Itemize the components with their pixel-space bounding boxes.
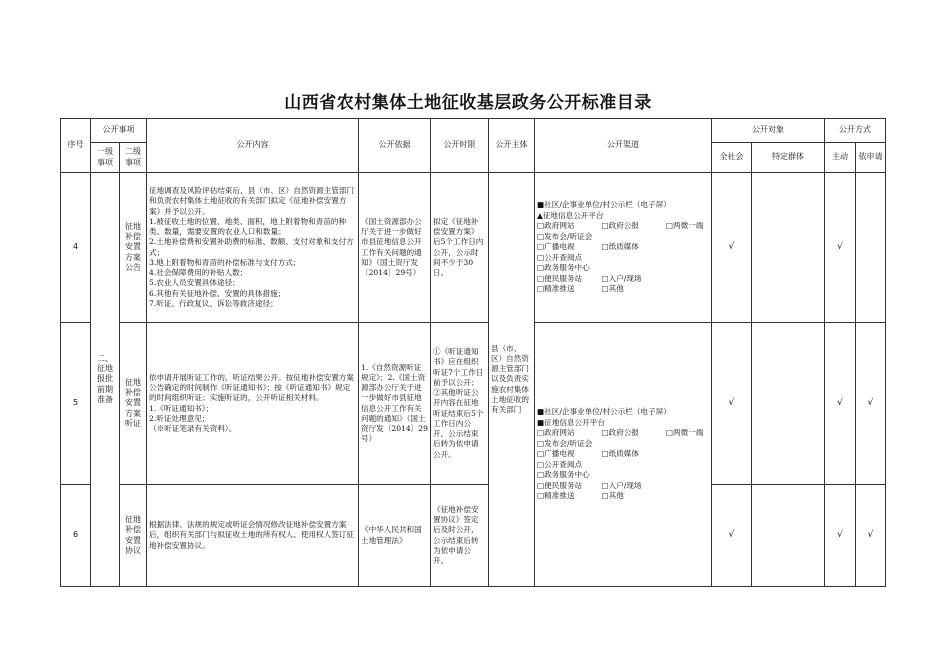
channel-line	[537, 491, 709, 501]
level1-cell: 二、征地报批前期准备	[91, 173, 120, 587]
channel-line	[537, 200, 709, 210]
content-cell	[147, 485, 359, 587]
target-specific-mark	[752, 485, 825, 587]
channel-option: □纸质媒体	[601, 242, 639, 252]
channel-option: □公开查阅点	[537, 252, 583, 262]
channel-option: □纸质媒体	[601, 449, 639, 459]
channel-line	[537, 481, 709, 491]
channel-cell	[535, 173, 712, 323]
content-cell	[147, 173, 359, 323]
content-line: 5.农业人员安置具体途径；	[149, 278, 240, 288]
channel-option: □便民服务站	[537, 480, 583, 490]
row-seq: 4	[61, 173, 91, 323]
channel-option: □便民服务站	[537, 273, 583, 283]
basis-cell: 《中华人民共和国土地管理法》	[359, 485, 431, 587]
subject-cell: 县（市、区）自然资源主管部门以及负责实施农村集体土地征收的有关部门	[489, 173, 535, 587]
header-mode-active: 主动	[825, 143, 856, 173]
header-seq: 序号	[61, 119, 91, 173]
header-target-all: 全社会	[712, 143, 752, 173]
channel-option: □广播电视	[537, 242, 575, 252]
channel-line	[537, 428, 709, 438]
mode-request-mark: √	[856, 485, 886, 587]
channel-option: □政府网站	[537, 221, 575, 231]
target-all-mark: √	[712, 173, 752, 323]
limit-cell: 《征地补偿安置协议》签定后及时公开，公示结束后转为依申请公开。	[431, 485, 489, 587]
target-all-mark: √	[712, 485, 752, 587]
channel-line	[537, 470, 709, 480]
channel-line	[537, 253, 709, 263]
content-line: 征地调查及风险评估结束后，县（市、区）自然资源主管部门和负责农村集体土地征收的有关部门拟定《征地补偿安置方案》并予以公开。	[149, 186, 355, 216]
table-row	[61, 323, 886, 485]
channel-option: □政府公报	[601, 428, 639, 438]
header-subject: 公开主体	[489, 119, 535, 173]
channel-option: □公开查阅点	[537, 459, 583, 469]
mode-request-mark	[856, 173, 886, 323]
channel-option: □入户/现场	[601, 273, 642, 283]
mode-active-mark: √	[825, 323, 856, 485]
channel-line	[537, 449, 709, 459]
limit-cell: 拟定《征地补偿安置方案》后5个工作日内公开，公示时间不少于30日。	[431, 173, 489, 323]
header-level1: 一级事项	[91, 143, 120, 173]
channel-option: ■社区/企事业单位/村公示栏（电子屏）	[537, 407, 671, 417]
page-title: 山西省农村集体土地征收基层政务公开标准目录	[284, 93, 652, 113]
channel-line	[537, 211, 709, 221]
basis-cell: 《国土资源部办公厅关于进一步做好市县征地信息公开工作有关问题的通知》（国土资厅发〔2014〕29号）	[359, 173, 431, 323]
channel-line	[537, 274, 709, 284]
header-content: 公开内容	[147, 119, 359, 173]
target-specific-mark	[752, 323, 825, 485]
channel-option: ▲征地信息公开平台	[537, 210, 604, 220]
table-row	[61, 173, 886, 323]
content-line: 依申请开展听证工作的，听证结果公开。按征地补偿安置方案公告确定的时间制作《听证通知书》；按《听证通知书》规定的时间组织听证；实施听证的，公开听证相关材料。	[149, 372, 355, 403]
channel-option: □政府网站	[537, 428, 575, 438]
channel-cell	[535, 323, 712, 587]
channel-option: □入户/现场	[601, 480, 642, 490]
header-limit: 公开时限	[431, 119, 489, 173]
channel-line	[537, 407, 709, 417]
limit-cell: ①《听证通知书》应在组织听证7个工作日前予以公开；②其他听证公开内容在征地听证结束后5个工作日内公开，公示结束后转为依申请公开。	[431, 323, 489, 485]
channel-option: □政府公报	[601, 221, 639, 231]
channel-line	[537, 460, 709, 470]
channel-line	[537, 232, 709, 242]
channel-option: ■征地信息公开平台	[537, 417, 605, 427]
disclosure-table	[60, 118, 886, 587]
content-line: 2.土地补偿费和安置补助费的标准、数额、支付对象和支付方式；	[149, 237, 354, 257]
mode-request-mark: √	[856, 323, 886, 485]
header-level2: 二级事项	[120, 143, 147, 173]
channel-option: ■社区/企事业单位/村公示栏（电子屏）	[537, 200, 671, 210]
channel-option: □政务服务中心	[537, 263, 590, 273]
level2-cell: 征地补偿安置方案听证	[120, 323, 147, 485]
basis-cell: 1.《自然资源听证规定》；2.《国土资源部办公厅关于进一步做好市县征地信息公开工作有关问题的通知》（国土资厅发〔2014〕29号）	[359, 323, 431, 485]
channel-line	[537, 284, 709, 294]
header-target-specific: 特定群体	[752, 143, 825, 173]
row-seq: 5	[61, 323, 91, 485]
content-line: 6.其他有关征地补偿、安置的具体措施；	[149, 288, 286, 298]
header-item-group: 公开事项	[91, 119, 147, 143]
channel-option: □精准推送	[537, 491, 575, 501]
channel-line	[537, 263, 709, 273]
channel-option: □发布会/听证会	[537, 438, 593, 448]
channel-option: □广播电视	[537, 449, 575, 459]
channel-option: □政务服务中心	[537, 470, 590, 480]
header-mode-group: 公开方式	[825, 119, 886, 143]
content-line: 7.听证、行政复议、诉讼等救济途径；	[149, 298, 278, 308]
channel-option: □两微一端	[665, 428, 704, 438]
content-line: 2.听证处理意见；	[149, 413, 210, 423]
target-specific-mark	[752, 173, 825, 323]
channel-option: □精准推送	[537, 284, 575, 294]
content-line: 3.地上附着物和青苗的补偿标准与支付方式；	[149, 257, 301, 267]
mode-active-mark: √	[825, 173, 856, 323]
content-line: 根据法律、法规的规定或听证会情况修改征地补偿安置方案后，组织有关部门与拟征收土地的所有权人、使用权人签订征地补偿安置协议。	[149, 520, 355, 550]
header-mode-request: 依申请	[856, 143, 886, 173]
channel-line	[537, 242, 709, 252]
channel-option: □其他	[601, 284, 624, 294]
level2-cell: 征地补偿安置协议	[120, 485, 147, 587]
content-line: （※听证笔录有关资料）。	[149, 424, 237, 433]
channel-line	[537, 418, 709, 428]
header-channel: 公开渠道	[535, 119, 712, 173]
target-all-mark: √	[712, 323, 752, 485]
channel-line	[537, 439, 709, 449]
level2-cell: 征地补偿安置方案公告	[120, 173, 147, 323]
channel-option: □两微一端	[665, 221, 704, 231]
header-target-group: 公开对象	[712, 119, 825, 143]
content-line: 1.《听证通知书》；	[149, 403, 214, 413]
channel-option: □发布会/听证会	[537, 231, 593, 241]
content-line: 4.社会保障费用的补贴人数；	[149, 268, 248, 277]
channel-option: □其他	[601, 491, 624, 501]
table-row	[61, 485, 886, 587]
header-basis: 公开依据	[359, 119, 431, 173]
content-line: 1.被征收土地的位置、地类、面积，地上附着物和青苗的种类、数量，需要安置的农业人口和数量；	[149, 216, 347, 236]
row-seq: 6	[61, 485, 91, 587]
channel-line	[537, 221, 709, 231]
content-cell	[147, 323, 359, 485]
mode-active-mark: √	[825, 485, 856, 587]
